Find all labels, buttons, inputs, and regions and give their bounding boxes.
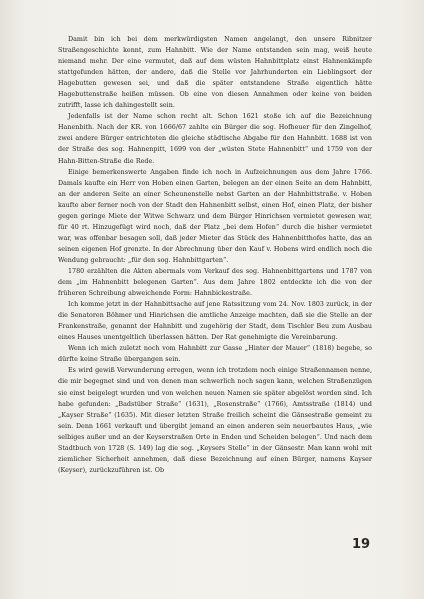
paragraph: 1780 erzählten die Akten abermals vom Verkauf des sog. Hahnenbittgartens und 1787 von dem „im Hahnenbitt belegenen Garten“. Aus dem Jahre 1802 entdeckte ich die von der früheren Schreibung abweichende Form: Hahnbickestraße.: [58, 267, 372, 298]
paragraph: Wenn ich mich zuletzt noch vom Hahnbitt zur Gasse „Hinter der Mauer“ (1818) begebe, so dürfte keine Straße übergangen sein.: [58, 345, 372, 364]
paragraph: Jedenfalls ist der Name schon recht alt. Schon 1621 stoße ich auf die Bezeichnung Hanenbith. Nach der KR. von 1666/67 zahlte ein Bürger die sog. Hofheuer für den Zingelhof, zwei andere Bürger entrichteten die gleiche städtische Abgabe für den Hahnbitt. 1688 ist von der Straße des sog. Hahnenpitt, 1699 von der „wüsten Stete Hahnenbitt“ und 1759 von der Hahn-Bitten-Straße die Rede.: [58, 113, 372, 165]
page-number: 19: [352, 537, 371, 552]
paragraph: Einige bemerkenswerte Angaben finde ich noch in Aufzeichnungen aus dem Jahre 1766. Damals kaufte ein Herr von Hoben einen Garten, belegen an der einen Seite an dem Hahnbitt, an der anderen Seite an einer Scheunenstelle nebst Garten an der Hahnbittstraße. v. Hoben kaufte aber ferner noch von der Stadt den Hahnenbitt selbst, einen Hof, einen Platz, der bisher gegen geringe Miete der Witwe Schwarz und dem Bürger Hinrichsen vermietet gewesen war, für 40 rt. Hinzugefügt wird noch, daß der Platz „bei dem Hofen“ durch die bisher vermietet war, was offenbar besagen soll, daß jeder Mieter das Stück des Hahnenbitthofes hatte, das an seinen eigenen Hof grenzte. In der Abrechnung über den Kauf v. Hobens wird endlich noch die Wendung gebraucht: „für den sog. Hahnbittgarten“.: [58, 168, 372, 264]
body-text: [58, 34, 372, 476]
paragraph: Damit bin ich bei dem merkwürdigsten Namen angelangt, den unsere Ribnitzer Straßengeschichte kennt, zum Hahnbitt. Wie der Name entstanden sein mag, weiß heute niemand mehr. Der eine vermutet, daß auf dem wüsten Hahnbittplatz einst Hahnenkämpfe stattgefunden hätten, der andere, daß die Stelle vor Jahrhunderten ein Lieblingsort der Hagebutten gewesen sei, und daß die später entstandene Straße eigentlich hätte Hagebuttenstraße heißen müssen. Ob eine von diesen Annahmen oder keine von beiden zutrifft, lasse ich dahingestellt sein.: [58, 36, 372, 110]
paragraph: Es wird gewiß Verwunderung erregen, wenn ich trotzdem noch einige Straßennamen nenne, die mir begegnet sind und von denen man schwerlich noch sagen kann, welchen Straßenzügen sie einst beigelegt wurden und von welchen neuen Namen sie später abgelöst worden sind. Ich habe gefunden: „Badstüber Straße“ (1631), „Rosenstraße“ (1766), Amtsstraße (1814) und „Kayser Straße“ (1635). Mit dieser letzten Straße freilich scheint die Gänsestraße gemeint zu sein. Denn 1661 verkauft und übergibt jemand an einen anderen sein neuerbautes Haus, „wie selbiges außer und an der Keyserstraßen Orte in Enden und Scheiden belegen“. Und nach dem Stadtbuch von 1728 (S. 149) lag die sog. „Keysers Stelle“ in der Gänsestr. Man kann wohl mit ziemlicher Sicherheit annehmen, daß diese Bezeichnung auf einen Bürger, namens Kayser (Keyser), zurückzuführen ist. Ob: [58, 367, 372, 474]
paragraph: Ich komme jetzt in der Hahnbittsache auf jene Ratssitzung vom 24. Nov. 1803 zurück, in der die Senatoren Böhmer und Hinrichsen die amtliche Anzeige machten, daß sie die Stelle an der Frankenstraße, genannt der Hahnbitt und zugehörig der Stadt, dem Tischler Beu zum Ausbau eines Hauses unentgeltlich überlassen hätten. Der Rat genehmigte die Vereinbarung.: [58, 301, 372, 342]
